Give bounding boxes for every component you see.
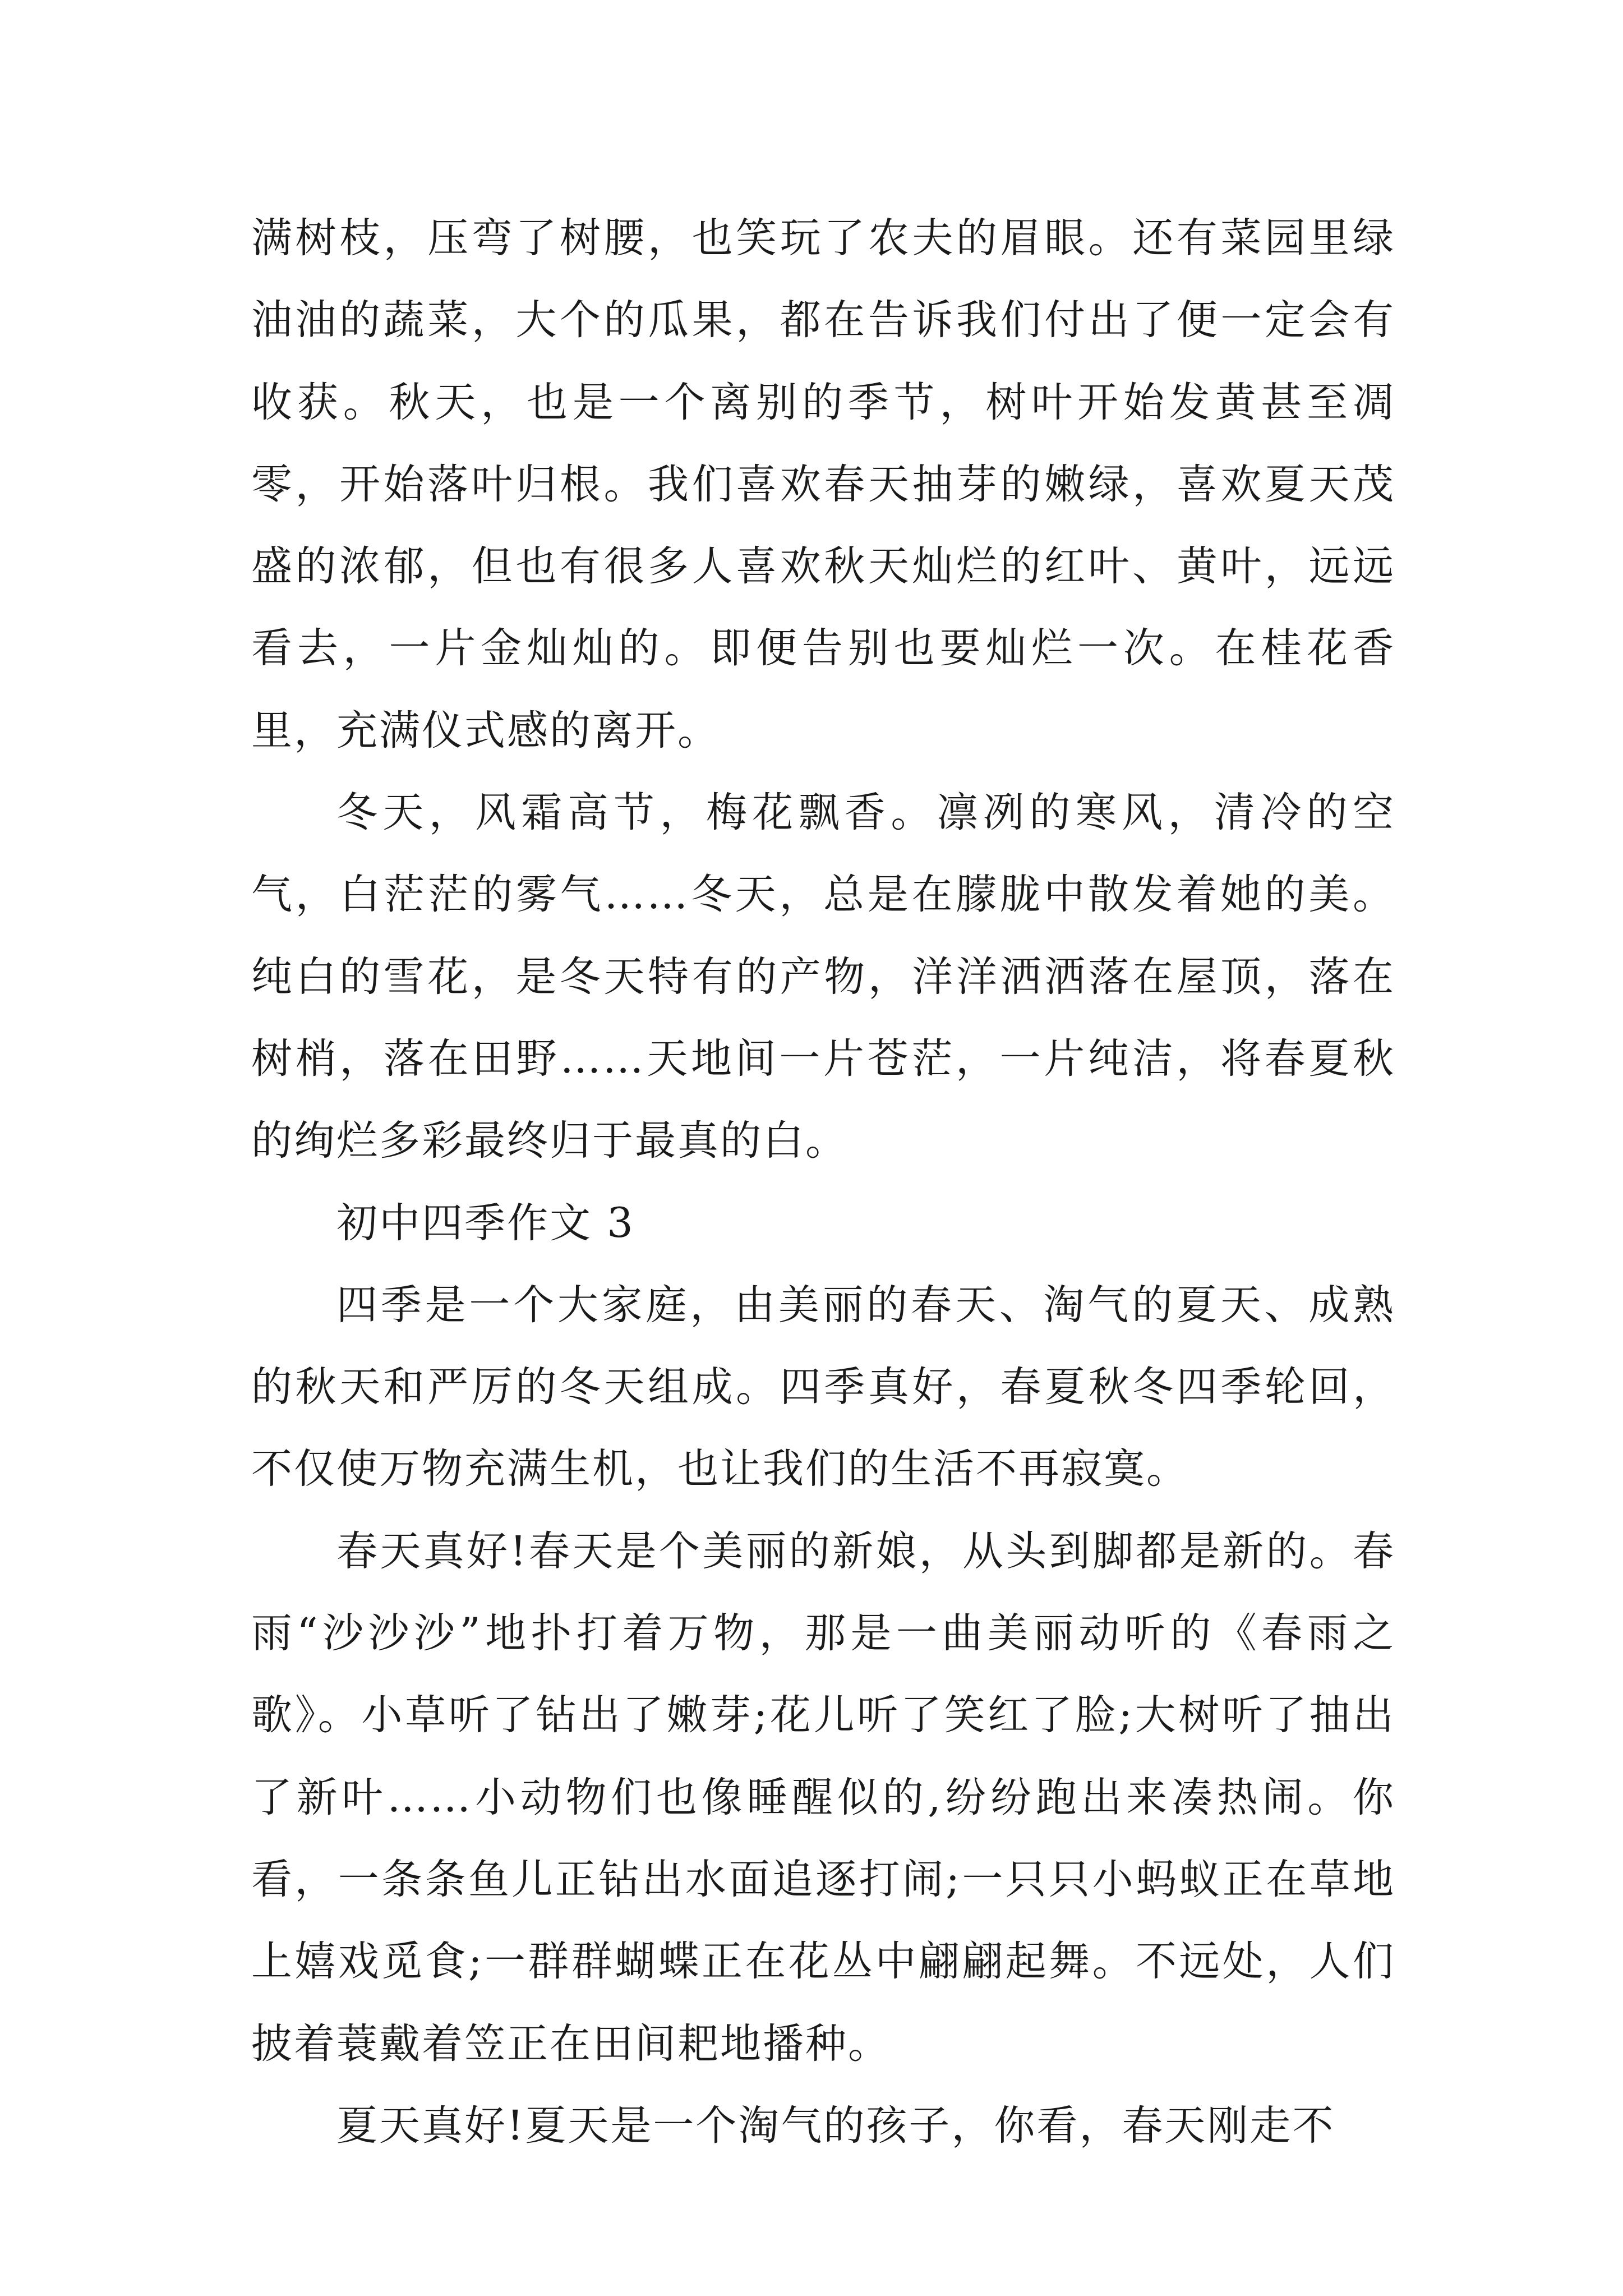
paragraph-winter: 冬天，风霜高节，梅花飘香。凛冽的寒风，清冷的空气，白茫茫的雾气……冬天，总是在朦胧中散发着她的美。纯白的雪花，是冬天特有的产物，洋洋洒洒落在屋顶，落在树梢，落在田野……天地间一片苍茫，一片纯洁，将春夏秋的绚烂多彩最终归于最真的白。: [251, 789, 1395, 1165]
section-heading: 初中四季作文 3: [336, 1199, 635, 1247]
paragraph-four-seasons-intro: 四季是一个大家庭，由美丽的春天、淘气的夏天、成熟的秋天和严厉的冬天组成。四季真好，春夏秋冬四季轮回，不仅使万物充满生机，也让我们的生活不再寂寞。: [251, 1281, 1395, 1493]
document-body: [251, 197, 1395, 2167]
paragraph-summer-start: 夏天真好!夏天是一个淘气的孩子，你看，春天刚走不: [336, 2101, 1335, 2150]
paragraph-autumn-continued: 满树枝，压弯了树腰，也笑玩了农夫的眉眼。还有菜园里绿油油的蔬菜，大个的瓜果，都在告诉我们付出了便一定会有收获。秋天，也是一个离别的季节，树叶开始发黄甚至凋零，开始落叶归根。我们喜欢春天抽芽的嫩绿，喜欢夏天茂盛的浓郁，但也有很多人喜欢秋天灿烂的红叶、黄叶，远远看去，一片金灿灿的。即便告别也要灿烂一次。在桂花香里，充满仪式感的离开。: [251, 214, 1395, 754]
paragraph-spring: 春天真好!春天是个美丽的新娘，从头到脚都是新的。春雨“沙沙沙”地扑打着万物，那是一曲美丽动听的《春雨之歌》。小草听了钻出了嫩芽;花儿听了笑红了脸;大树听了抽出了新叶……小动物们也像睡醒似的,纷纷跑出来凑热闹。你看，一条条鱼儿正钻出水面追逐打闹;一只只小蚂蚁正在草地上嬉戏觅食;一群群蝴蝶正在花丛中翩翩起舞。不远处，人们披着蓑戴着笠正在田间耙地播种。: [251, 1527, 1395, 2068]
